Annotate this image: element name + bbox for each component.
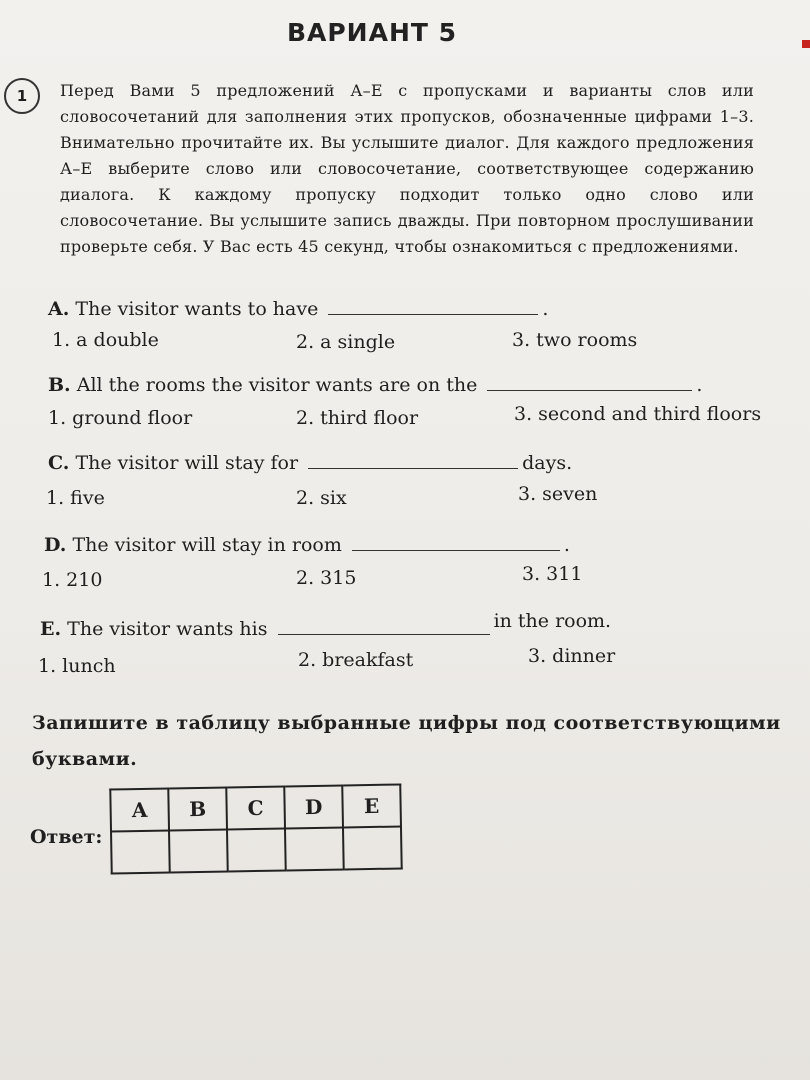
- answer-blank[interactable]: [328, 296, 538, 315]
- answer-blank[interactable]: [278, 616, 490, 635]
- answer-input-cell-b[interactable]: [169, 830, 228, 873]
- answer-header-cell: B: [168, 788, 227, 831]
- question-tail: .: [563, 534, 570, 556]
- option: 2. third floor: [296, 407, 419, 429]
- task-instructions: Перед Вами 5 предложений А–Е с пропусками и варианты слов или словосочетаний для заполнения этих пропусков, обозначенные цифрами 1–3. Внимательно прочитайте их. Вы услышите диалог. Для каждого предложения А–Е выберите слово или словосочетание, соответствующее содержанию диалога. К каждому пропуску подходит только одно слово или словосочетание. Вы услышите запись дважды. При повторном прослушивании проверьте себя. У Вас есть 45 секунд, чтобы ознакомиться с предложениями.: [60, 81, 754, 256]
- answer-input-cell-a[interactable]: [111, 831, 170, 874]
- question-c: [48, 450, 788, 475]
- question-e: [40, 610, 780, 641]
- answer-header-cell: C: [226, 787, 285, 830]
- answer-blank[interactable]: [308, 450, 518, 469]
- option: 1. ground floor: [48, 407, 193, 429]
- answer-input-cell-c[interactable]: [227, 828, 286, 871]
- task-number-badge: 1: [4, 78, 40, 114]
- question-text: The visitor wants his: [67, 618, 268, 640]
- answer-label: Ответ:: [30, 826, 103, 848]
- option: 2. a single: [296, 331, 396, 353]
- question-text: The visitor will stay for: [75, 452, 299, 474]
- answer-blank[interactable]: [487, 372, 692, 391]
- question-tail: .: [542, 298, 549, 320]
- option: 3. 311: [522, 563, 583, 585]
- question-letter: C.: [48, 452, 70, 474]
- question-tail: days.: [522, 452, 573, 474]
- answer-header-cell: E: [342, 784, 401, 827]
- option: 1. lunch: [38, 655, 116, 677]
- page-title: ВАРИАНТ 5: [286, 18, 458, 47]
- question-b: [48, 372, 788, 397]
- answer-input-cell-e[interactable]: [343, 826, 402, 869]
- option: 1. a double: [52, 329, 159, 351]
- question-a: [48, 296, 788, 321]
- option: 2. six: [296, 487, 347, 509]
- question-d: [44, 532, 784, 557]
- answer-header-cell: A: [110, 789, 169, 832]
- question-text: All the rooms the visitor wants are on the: [76, 374, 478, 396]
- option: 1. five: [46, 487, 105, 509]
- option: 1. 210: [42, 569, 103, 591]
- page-edge-mark: [802, 40, 810, 48]
- option: 3. second and third floors: [514, 403, 762, 425]
- answer-table-input-row: [111, 826, 402, 873]
- answer-input-cell-d[interactable]: [285, 827, 344, 870]
- question-tail: .: [696, 374, 703, 396]
- option: 3. two rooms: [512, 329, 638, 351]
- question-text: The visitor will stay in room: [72, 534, 342, 556]
- option: 2. breakfast: [298, 649, 414, 671]
- question-letter: B.: [48, 374, 71, 396]
- answer-header-cell: D: [284, 785, 343, 828]
- question-letter: E.: [40, 618, 62, 640]
- option: 3. dinner: [528, 645, 616, 667]
- answer-table: [109, 783, 402, 874]
- answer-table-header-row: [110, 784, 401, 831]
- question-tail: in the room.: [493, 610, 612, 632]
- question-letter: A.: [48, 298, 70, 320]
- option: 2. 315: [296, 567, 357, 589]
- option: 3. seven: [518, 483, 598, 505]
- question-text: The visitor wants to have: [75, 298, 319, 320]
- question-letter: D.: [44, 534, 67, 556]
- answer-blank[interactable]: [352, 532, 560, 551]
- table-instruction: Запишите в таблицу выбранные цифры под соответствующими буквами.: [32, 712, 781, 770]
